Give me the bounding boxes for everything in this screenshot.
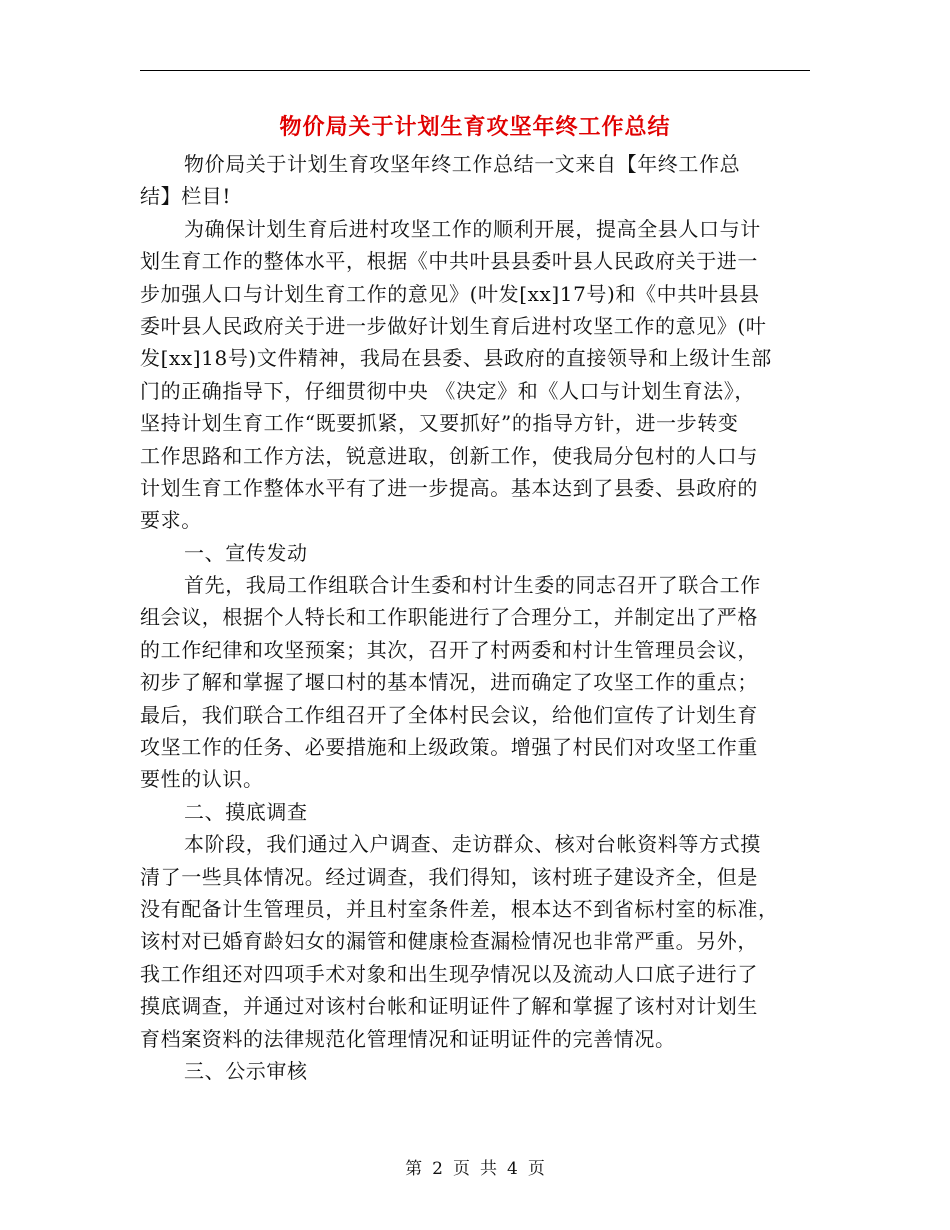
section-heading: 二、摸底调查 (184, 799, 308, 824)
text-line: 划生育工作的整体水平，根据《中共叶县县委叶县人民政府关于进一 (140, 249, 758, 274)
document-body (140, 148, 812, 1087)
text-line: 最后，我们联合工作组召开了全体村民会议，给他们宣传了计划生育 (140, 702, 758, 727)
text-line: 清了一些具体情况。经过调查，我们得知，该村班子建设齐全，但是 (140, 864, 758, 889)
text-line: 门的正确指导下，仔细贯彻中央 《决定》和《人口与计划生育法》， (140, 378, 755, 403)
text-line: 结】栏目! (140, 184, 232, 209)
footer-label-ye: 页 (453, 1159, 470, 1179)
text-line: 要性的认识。 (140, 767, 264, 792)
text-line: 摸底调查，并通过对该村台帐和证明证件了解和掌握了该村对计划生 (140, 994, 758, 1019)
text-line: 初步了解和掌握了堰口村的基本情况，进而确定了攻坚工作的重点； (140, 670, 758, 695)
text-line: 委叶县人民政府关于进一步做好计划生育后进村攻坚工作的意见》(叶 (140, 313, 767, 338)
footer-label-ye2: 页 (527, 1159, 545, 1179)
text-line: 攻坚工作的任务、必要措施和上级政策。增强了村民们对攻坚工作重 (140, 735, 758, 760)
text-line: 的工作纪律和攻坚预案；其次，召开了村两委和村计生管理员会议， (140, 637, 758, 662)
text-line: 发[xx]18号)文件精神，我局在县委、县政府的直接领导和上级计生部 (140, 346, 772, 371)
text-line: 物价局关于计划生育攻坚年终工作总结一文来自【年终工作总 (184, 152, 741, 176)
text-line: 工作思路和工作方法，锐意进取，创新工作，使我局分包村的人口与 (140, 443, 758, 468)
text-line: 没有配备计生管理员，并且村室条件差，根本达不到省标村室的标准， (140, 896, 779, 921)
text-line: 为确保计划生育后进村攻坚工作的顺利开展，提高全县人口与计 (184, 216, 761, 241)
document-title: 物价局关于计划生育攻坚年终工作总结 (279, 114, 671, 140)
text-line: 组会议，根据个人特长和工作职能进行了合理分工，并制定出了严格 (140, 605, 758, 630)
text-line: 本阶段，我们通过入户调查、走访群众、核对台帐资料等方式摸 (184, 832, 761, 857)
text-line: 育档案资料的法律规范化管理情况和证明证件的完善情况。 (140, 1026, 676, 1051)
text-line: 首先，我局工作组联合计生委和村计生委的同志召开了联合工作 (184, 573, 761, 598)
text-line: 该村对已婚育龄妇女的漏管和健康检查漏检情况也非常严重。另外， (140, 929, 758, 954)
page-footer (0, 1154, 950, 1179)
section-heading: 一、宣传发动 (184, 540, 308, 565)
footer-current-page: 2 (432, 1159, 443, 1179)
text-line: 要求。 (140, 508, 202, 533)
text-line: 我工作组还对四项手术对象和出生现孕情况以及流动人口底子进行了 (140, 961, 758, 986)
text-line: 计划生育工作整体水平有了进一步提高。基本达到了县委、县政府的 (140, 475, 758, 500)
footer-label-page: 第 (405, 1159, 423, 1179)
footer-total-pages: 4 (507, 1159, 518, 1179)
section-heading: 三、公示审核 (184, 1058, 308, 1083)
footer-label-total: 共 (480, 1159, 497, 1179)
text-line: 步加强人口与计划生育工作的意见》(叶发[xx]17号)和《中共叶县县 (140, 281, 760, 306)
text-line: 坚持计划生育工作“既要抓紧，又要抓好”的指导方针，进一步转变 (140, 411, 739, 436)
header-rule (140, 70, 810, 71)
